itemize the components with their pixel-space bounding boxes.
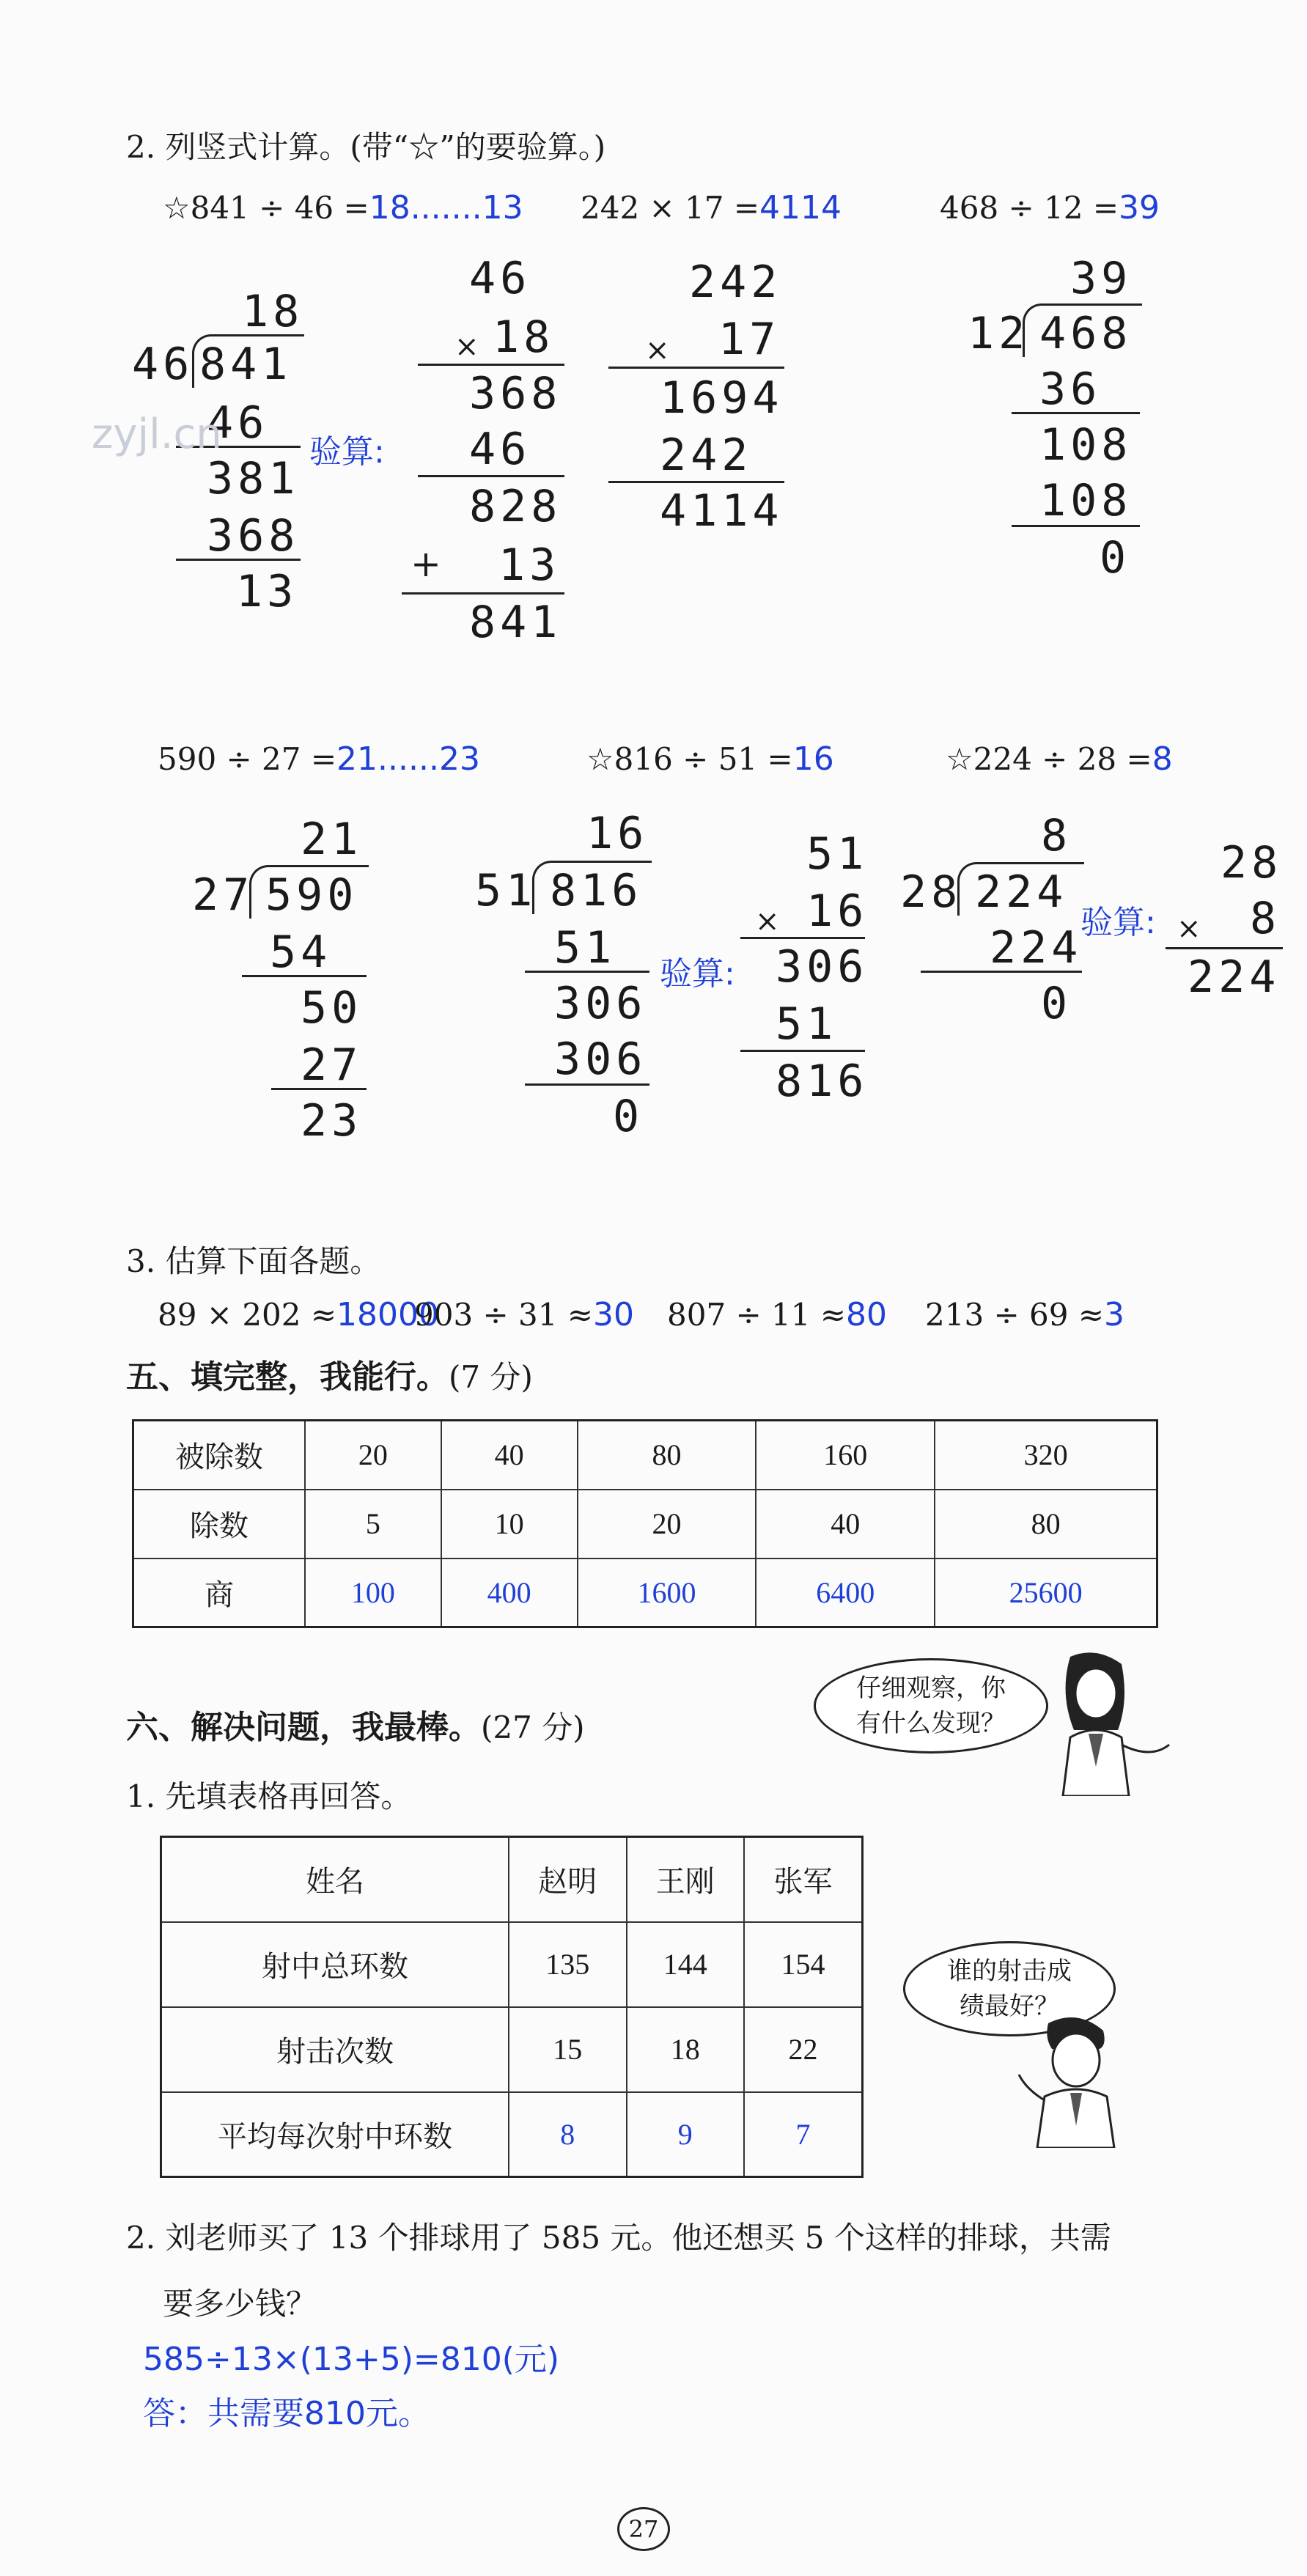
watermark: zyjl.cn [92,411,222,458]
total: 841 [469,597,562,648]
factor-b: 18 [493,312,555,363]
expr-4: 590 ÷ 27 =21......23 [158,740,480,778]
factor-a: 242 [689,257,782,308]
table-row [161,2007,863,2092]
answer-cell: 400 [441,1559,578,1627]
table-cell: 20 [305,1421,441,1490]
header-cell: 王刚 [627,1837,745,1922]
expr-5: ☆816 ÷ 51 =16 [586,740,834,778]
estimate-1: 89 × 202 ≈18000 [158,1296,440,1333]
answer-cell: 100 [305,1559,441,1627]
check-label-1: 验算: [309,433,385,471]
header-cell: 张军 [744,1837,863,1922]
table-cell: 160 [756,1421,935,1490]
rule [1012,525,1140,527]
s6-q2-text: 2. 刘老师买了 13 个排球用了 585 元。他还想买 5 个这样的排球，共需 [126,2220,1111,2256]
quotient: 21 [301,814,363,865]
speech-bubble-1 [814,1658,1048,1753]
s6-q2-text-cont: 要多少钱？ [163,2286,317,2322]
divisor: 12 [968,308,1030,359]
subtract-1: 224 [990,922,1083,974]
factor-a: 46 [469,253,531,304]
bubble-line: 绩最好？ [960,1992,1059,2021]
subtract-2: 108 [1039,475,1133,526]
subtract-1: 46 [207,397,269,449]
addend: 13 [498,540,561,591]
rule [740,1050,865,1052]
partial-1: 368 [469,368,562,419]
table-cell: 18 [627,2007,745,2092]
answer-cell: 1600 [578,1559,756,1627]
solution-formula: 585÷13×(13+5)=810(元) [143,2341,560,2378]
remainder-1: 381 [207,453,300,504]
remainder: 0 [1100,532,1131,584]
factor-b: 16 [806,886,869,937]
q2-title: 2. 列竖式计算。(带“☆”的要验算。) [126,129,606,165]
expr-2: 242 × 17 =4114 [581,189,842,227]
partial-1: 1694 [660,372,784,424]
answer-cell: 25600 [935,1559,1157,1627]
quotient: 8 [1041,810,1072,861]
remainder-1: 108 [1039,419,1133,471]
dividend: 841 [199,339,292,390]
dividend: 816 [550,865,643,916]
bubble-line: 谁的射击成 [947,1957,1072,1986]
table-cell: 22 [744,2007,863,2092]
partial-2: 242 [660,430,753,481]
table-header-row [161,1837,863,1922]
times-sign: × [1177,912,1201,946]
quotient: 18 [242,286,304,337]
factor-a: 28 [1221,837,1283,888]
expr-1: ☆841 ÷ 46 =18.......13 [163,189,523,227]
times-sign: × [645,334,670,367]
table-row [161,2092,863,2177]
quotient: 16 [586,808,649,859]
dividend: 224 [975,866,1068,918]
rule [1012,412,1140,414]
rule [525,1083,649,1086]
bubble-line: 有什么发现？ [856,1709,1006,1738]
rule [176,559,301,561]
remainder-1: 50 [301,982,363,1034]
product: 4114 [660,485,784,537]
answer-cell: 6400 [756,1559,935,1627]
divisor: 27 [192,869,254,921]
page-number: 27 [617,2507,670,2551]
product: 816 [776,1056,869,1107]
header-cell: 姓名 [161,1837,509,1922]
expr-6: ☆224 ÷ 28 =8 [946,740,1173,778]
product: 224 [1188,952,1281,1003]
rule [608,481,784,483]
table-cell: 40 [756,1490,935,1559]
divisor: 28 [900,866,962,918]
table-cell: 80 [935,1490,1157,1559]
row-label: 射击次数 [161,2007,509,2092]
divisor: 51 [475,865,537,916]
row-label: 除数 [133,1490,306,1559]
times-sign: × [454,330,479,364]
table-cell: 144 [627,1922,745,2007]
subtract-2: 368 [207,510,300,562]
row-label: 平均每次射中环数 [161,2092,509,2177]
product: 828 [469,481,562,532]
estimate-3: 807 ÷ 11 ≈80 [667,1296,888,1333]
solution-answer: 答：共需要810元。 [143,2395,430,2432]
subtract-1: 54 [270,927,332,978]
table-cell: 135 [509,1922,627,2007]
check-label-3: 验算: [1080,904,1156,941]
girl-illustration [1041,1649,1188,1796]
rule [608,367,784,369]
divisor: 46 [132,339,194,390]
section-5-heading: 五、填完整，我能行。(7 分) [126,1358,533,1396]
rule [740,937,865,939]
table-cell: 20 [578,1490,756,1559]
table-cell: 40 [441,1421,578,1490]
answer-cell: 8 [509,2092,627,2177]
rule [418,475,564,477]
factor-b: 17 [718,314,781,365]
dividend: 468 [1039,308,1133,359]
table-cell: 5 [305,1490,441,1559]
plus-sign: + [410,542,441,585]
partial-2: 46 [469,424,531,475]
remainder: 13 [236,566,298,617]
rule [242,975,367,977]
remainder: 0 [613,1091,644,1142]
factor-b: 8 [1250,893,1281,944]
subtract-1: 51 [554,922,616,974]
subtract-2: 27 [301,1039,363,1091]
check-label-2: 验算: [660,955,735,993]
boy-illustration [1012,2009,1144,2148]
estimate-4: 213 ÷ 69 ≈3 [925,1296,1125,1333]
table-row [133,1490,1157,1559]
rule [921,971,1082,973]
factor-a: 51 [806,828,869,880]
table-row [161,1922,863,2007]
table-cell: 154 [744,1922,863,2007]
s6-q1-title: 1. 先填表格再回答。 [126,1778,412,1814]
expr-3: 468 ÷ 12 =39 [940,189,1160,227]
division-table [132,1419,1158,1628]
remainder: 0 [1041,978,1072,1029]
rule [525,971,649,973]
quotient: 39 [1070,253,1133,304]
section-6-heading: 六、解决问题，我最棒。(27 分) [126,1709,585,1746]
row-label: 商 [133,1559,306,1627]
table-cell: 320 [935,1421,1157,1490]
dividend: 590 [265,869,358,921]
answer-cell: 9 [627,2092,745,2177]
remainder: 23 [301,1095,363,1147]
header-cell: 赵明 [509,1837,627,1922]
table-cell: 15 [509,2007,627,2092]
rule [271,1088,367,1090]
remainder-1: 306 [554,978,647,1029]
bubble-line: 仔细观察，你 [856,1674,1006,1703]
partial-1: 306 [776,941,869,993]
subtract-1: 36 [1039,364,1102,415]
table-cell: 80 [578,1421,756,1490]
row-label: 被除数 [133,1421,306,1490]
rule [418,364,564,366]
times-sign: × [755,905,780,938]
estimate-2: 903 ÷ 31 ≈30 [414,1296,635,1333]
rule [402,592,564,595]
answer-cell: 7 [744,2092,863,2177]
q3-title: 3. 估算下面各题。 [126,1243,381,1279]
partial-2: 51 [776,998,838,1050]
table-row [133,1559,1157,1627]
rule [1166,947,1283,949]
shooting-table [160,1836,864,2178]
table-row [133,1421,1157,1490]
row-label: 射中总环数 [161,1922,509,2007]
table-cell: 10 [441,1490,578,1559]
subtract-2: 306 [554,1034,647,1085]
